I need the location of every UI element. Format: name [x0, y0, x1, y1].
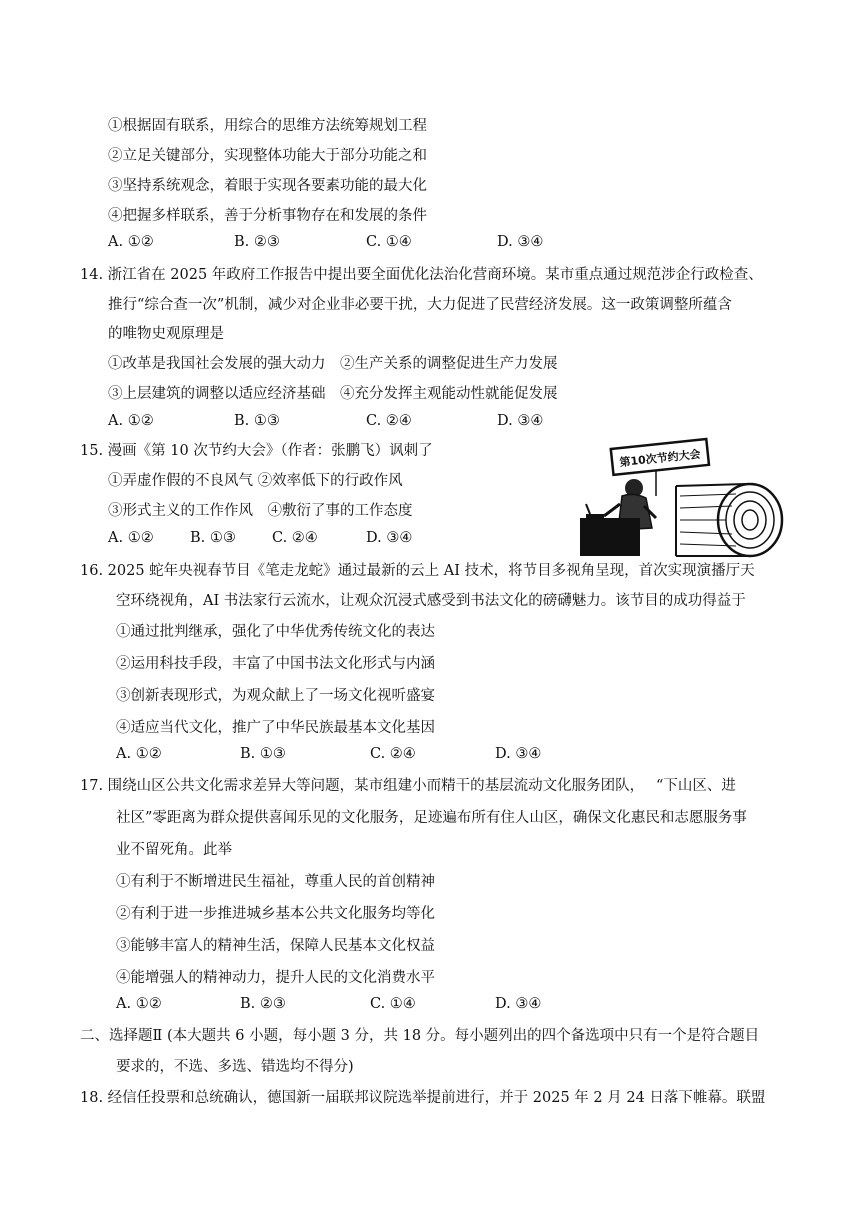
q14-stem-line-3: 的唯物史观原理是: [108, 326, 224, 342]
q15-cartoon-image: [576, 436, 786, 560]
q14-option-b: B. ①③: [234, 413, 280, 429]
q17-item-2: ②有利于进一步推进城乡基本公共文化服务均等化: [116, 906, 435, 922]
q13-option-d: D. ③④: [497, 234, 544, 250]
q17-option-c: C. ①④: [370, 996, 416, 1012]
q13-item-1: ①根据固有联系，用综合的思维方法统筹规划工程: [108, 118, 427, 134]
q13-option-b: B. ②③: [234, 234, 280, 250]
q18-stem: 18. 经信任投票和总统确认，德国新一届联邦议院选举提前进行，并于 2025 年 2 月 24 日落下帷幕。联盟: [80, 1090, 766, 1106]
q13-item-3: ③坚持系统观念，着眼于实现各要素功能的最大化: [108, 178, 427, 194]
q16-option-b: B. ①③: [240, 746, 286, 762]
q14-item-row-2: ③上层建筑的调整以适应经济基础 ④充分发挥主观能动性就能促发展: [108, 386, 558, 402]
q15-stem: 15. 漫画《第 10 次节约大会》（作者：张鹏飞）讽刺了: [80, 443, 433, 459]
q15-option-b: B. ①③: [190, 530, 236, 546]
q15-option-c: C. ②④: [272, 530, 318, 546]
q16-stem-line-1: 16. 2025 蛇年央视春节目《笔走龙蛇》通过最新的云上 AI 技术，将节目多视角呈现，首次实现演播厅天: [80, 563, 755, 579]
q13-option-a: A. ①②: [108, 234, 154, 250]
section-2-line-2: 要求的，不选、多选、错选均不得分): [116, 1059, 354, 1075]
q17-item-3: ③能够丰富人的精神生活，保障人民基本文化权益: [116, 938, 435, 954]
q17-item-1: ①有利于不断增进民生福祉，尊重人民的首创精神: [116, 874, 435, 890]
q17-item-4: ④能增强人的精神动力，提升人民的文化消费水平: [116, 970, 435, 986]
q14-stem-line-2: 推行“综合查一次”机制，减少对企业非必要干扰，大力促进了民营经济发展。这一政策调整所蕴含: [108, 297, 732, 313]
q16-option-a: A. ①②: [116, 746, 162, 762]
q16-item-4: ④适应当代文化，推广了中华民族最基本文化基因: [116, 720, 435, 736]
q17-option-d: D. ③④: [495, 996, 542, 1012]
q14-item-row-1: ①改革是我国社会发展的强大动力 ②生产关系的调整促进生产力发展: [108, 356, 558, 372]
q14-option-d: D. ③④: [497, 413, 544, 429]
q13-item-2: ②立足关键部分，实现整体功能大于部分功能之和: [108, 148, 427, 164]
q14-option-a: A. ①②: [108, 413, 154, 429]
q13-option-c: C. ①④: [366, 234, 412, 250]
q17-stem-line-2: 社区”零距离为群众提供喜闻乐见的文化服务，足迹遍布所有住人山区，确保文化惠民和志愿服务事: [116, 810, 747, 826]
q16-stem-line-2: 空环绕视角，AI 书法家行云流水，让观众沉浸式感受到书法文化的磅礴魅力。该节目的成功得益于: [116, 593, 746, 609]
q17-option-b: B. ②③: [240, 996, 286, 1012]
q15-option-d: D. ③④: [366, 530, 413, 546]
q14-stem-line-1: 14. 浙江省在 2025 年政府工作报告中提出要全面优化法治化营商环境。某市重点通过规范涉企行政检查、: [80, 267, 763, 283]
q15-option-a: A. ①②: [108, 530, 154, 546]
q13-item-4: ④把握多样联系，善于分析事物存在和发展的条件: [108, 208, 427, 224]
q17-option-a: A. ①②: [116, 996, 162, 1012]
q17-stem-line-3: 业不留死角。此举: [116, 842, 232, 858]
q15-cartoon-sign-text: 第10次节约大会: [618, 447, 702, 470]
q16-item-3: ③创新表现形式，为观众献上了一场文化视听盛宴: [116, 688, 435, 704]
q16-item-2: ②运用科技手段，丰富了中国书法文化形式与内涵: [116, 656, 435, 672]
q16-item-1: ①通过批判继承，强化了中华优秀传统文化的表达: [116, 624, 435, 640]
q14-option-c: C. ②④: [366, 413, 412, 429]
q15-item-row-1: ①弄虚作假的不良风气 ②效率低下的行政作风: [108, 473, 403, 489]
q16-option-c: C. ②④: [370, 746, 416, 762]
q16-option-d: D. ③④: [495, 746, 542, 762]
q17-stem-line-1: 17. 围绕山区公共文化需求差异大等问题，某市组建小而精干的基层流动文化服务团队， “下山区、进: [80, 778, 736, 794]
q15-item-row-2: ③形式主义的工作作风 ④敷衍了事的工作态度: [108, 503, 413, 519]
section-2-line-1: 二、选择题Ⅱ (本大题共 6 小题，每小题 3 分，共 18 分。每小题列出的四个备选项中只有一个是符合题目: [80, 1028, 760, 1044]
